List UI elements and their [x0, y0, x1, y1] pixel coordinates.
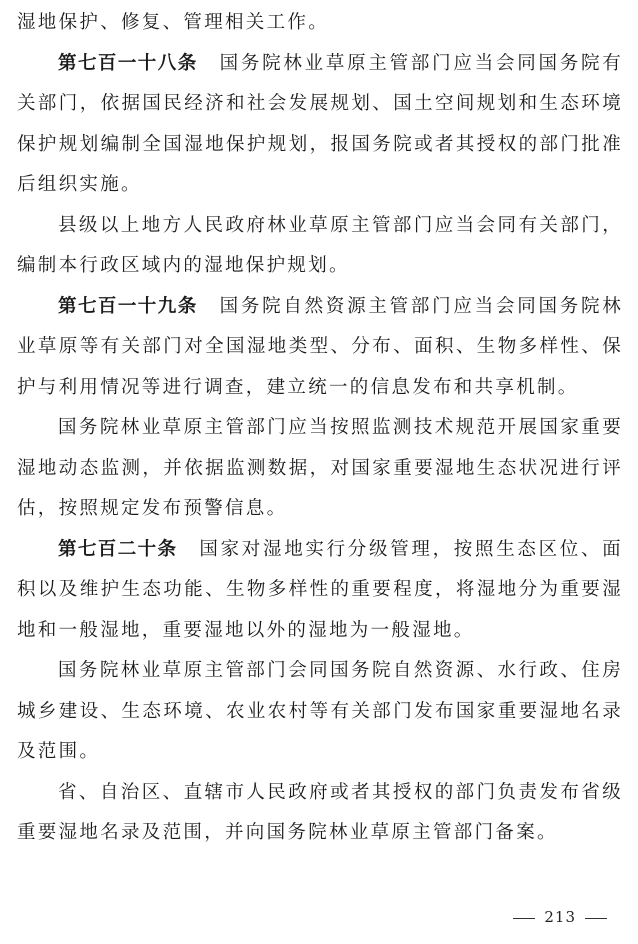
article-720-paragraph-3 [17, 773, 623, 854]
paragraph-continuation [17, 3, 623, 44]
article-720-paragraph [17, 530, 623, 652]
article-title: 第七百一十九条 [58, 295, 198, 317]
paragraph-text: 国务院自然资源主管部门应当会同国务院林业草原等有关部门对全国湿地类型、分布、面积、生物多样性、保护与利用情况等进行调查，建立统一的信息发布和共享机制。 [17, 295, 623, 398]
article-720-paragraph-2 [17, 651, 623, 773]
article-title: 第七百一十八条 [58, 52, 198, 74]
paragraph-text: 国家对湿地实行分级管理，按照生态区位、面积以及维护生态功能、生物多样性的重要程度，将湿地分为重要湿地和一般湿地，重要湿地以外的湿地为一般湿地。 [17, 538, 623, 641]
footer-dash-left [513, 918, 535, 919]
paragraph-text: 国务院林业草原主管部门会同国务院自然资源、水行政、住房城乡建设、生态环境、农业农村等有关部门发布国家重要湿地名录及范围。 [17, 660, 623, 762]
footer-dash-right [585, 918, 607, 919]
article-719-paragraph-2 [17, 408, 623, 530]
article-title: 第七百二十条 [58, 538, 178, 560]
paragraph-text: 省、自治区、直辖市人民政府或者其授权的部门负责发布省级重要湿地名录及范围，并向国务院林业草原主管部门备案。 [17, 781, 623, 843]
paragraph-text: 国务院林业草原主管部门应当会同国务院有关部门，依据国民经济和社会发展规划、国土空间规划和生态环境保护规划编制全国湿地保护规划，报国务院或者其授权的部门批准后组织实施。 [17, 52, 623, 195]
page-number: 213 [544, 908, 576, 926]
article-718-paragraph [17, 44, 623, 206]
paragraph-text: 县级以上地方人民政府林业草原主管部门应当会同有关部门，编制本行政区域内的湿地保护规划。 [17, 214, 623, 276]
paragraph-text: 湿地保护、修复、管理相关工作。 [17, 12, 330, 33]
page-footer [504, 908, 616, 926]
article-719-paragraph [17, 287, 623, 409]
paragraph-text: 国务院林业草原主管部门应当按照监测技术规范开展国家重要湿地动态监测，并依据监测数据，对国家重要湿地生态状况进行评估，按照规定发布预警信息。 [17, 417, 623, 519]
document-page [17, 0, 623, 854]
article-718-paragraph-2 [17, 206, 623, 287]
